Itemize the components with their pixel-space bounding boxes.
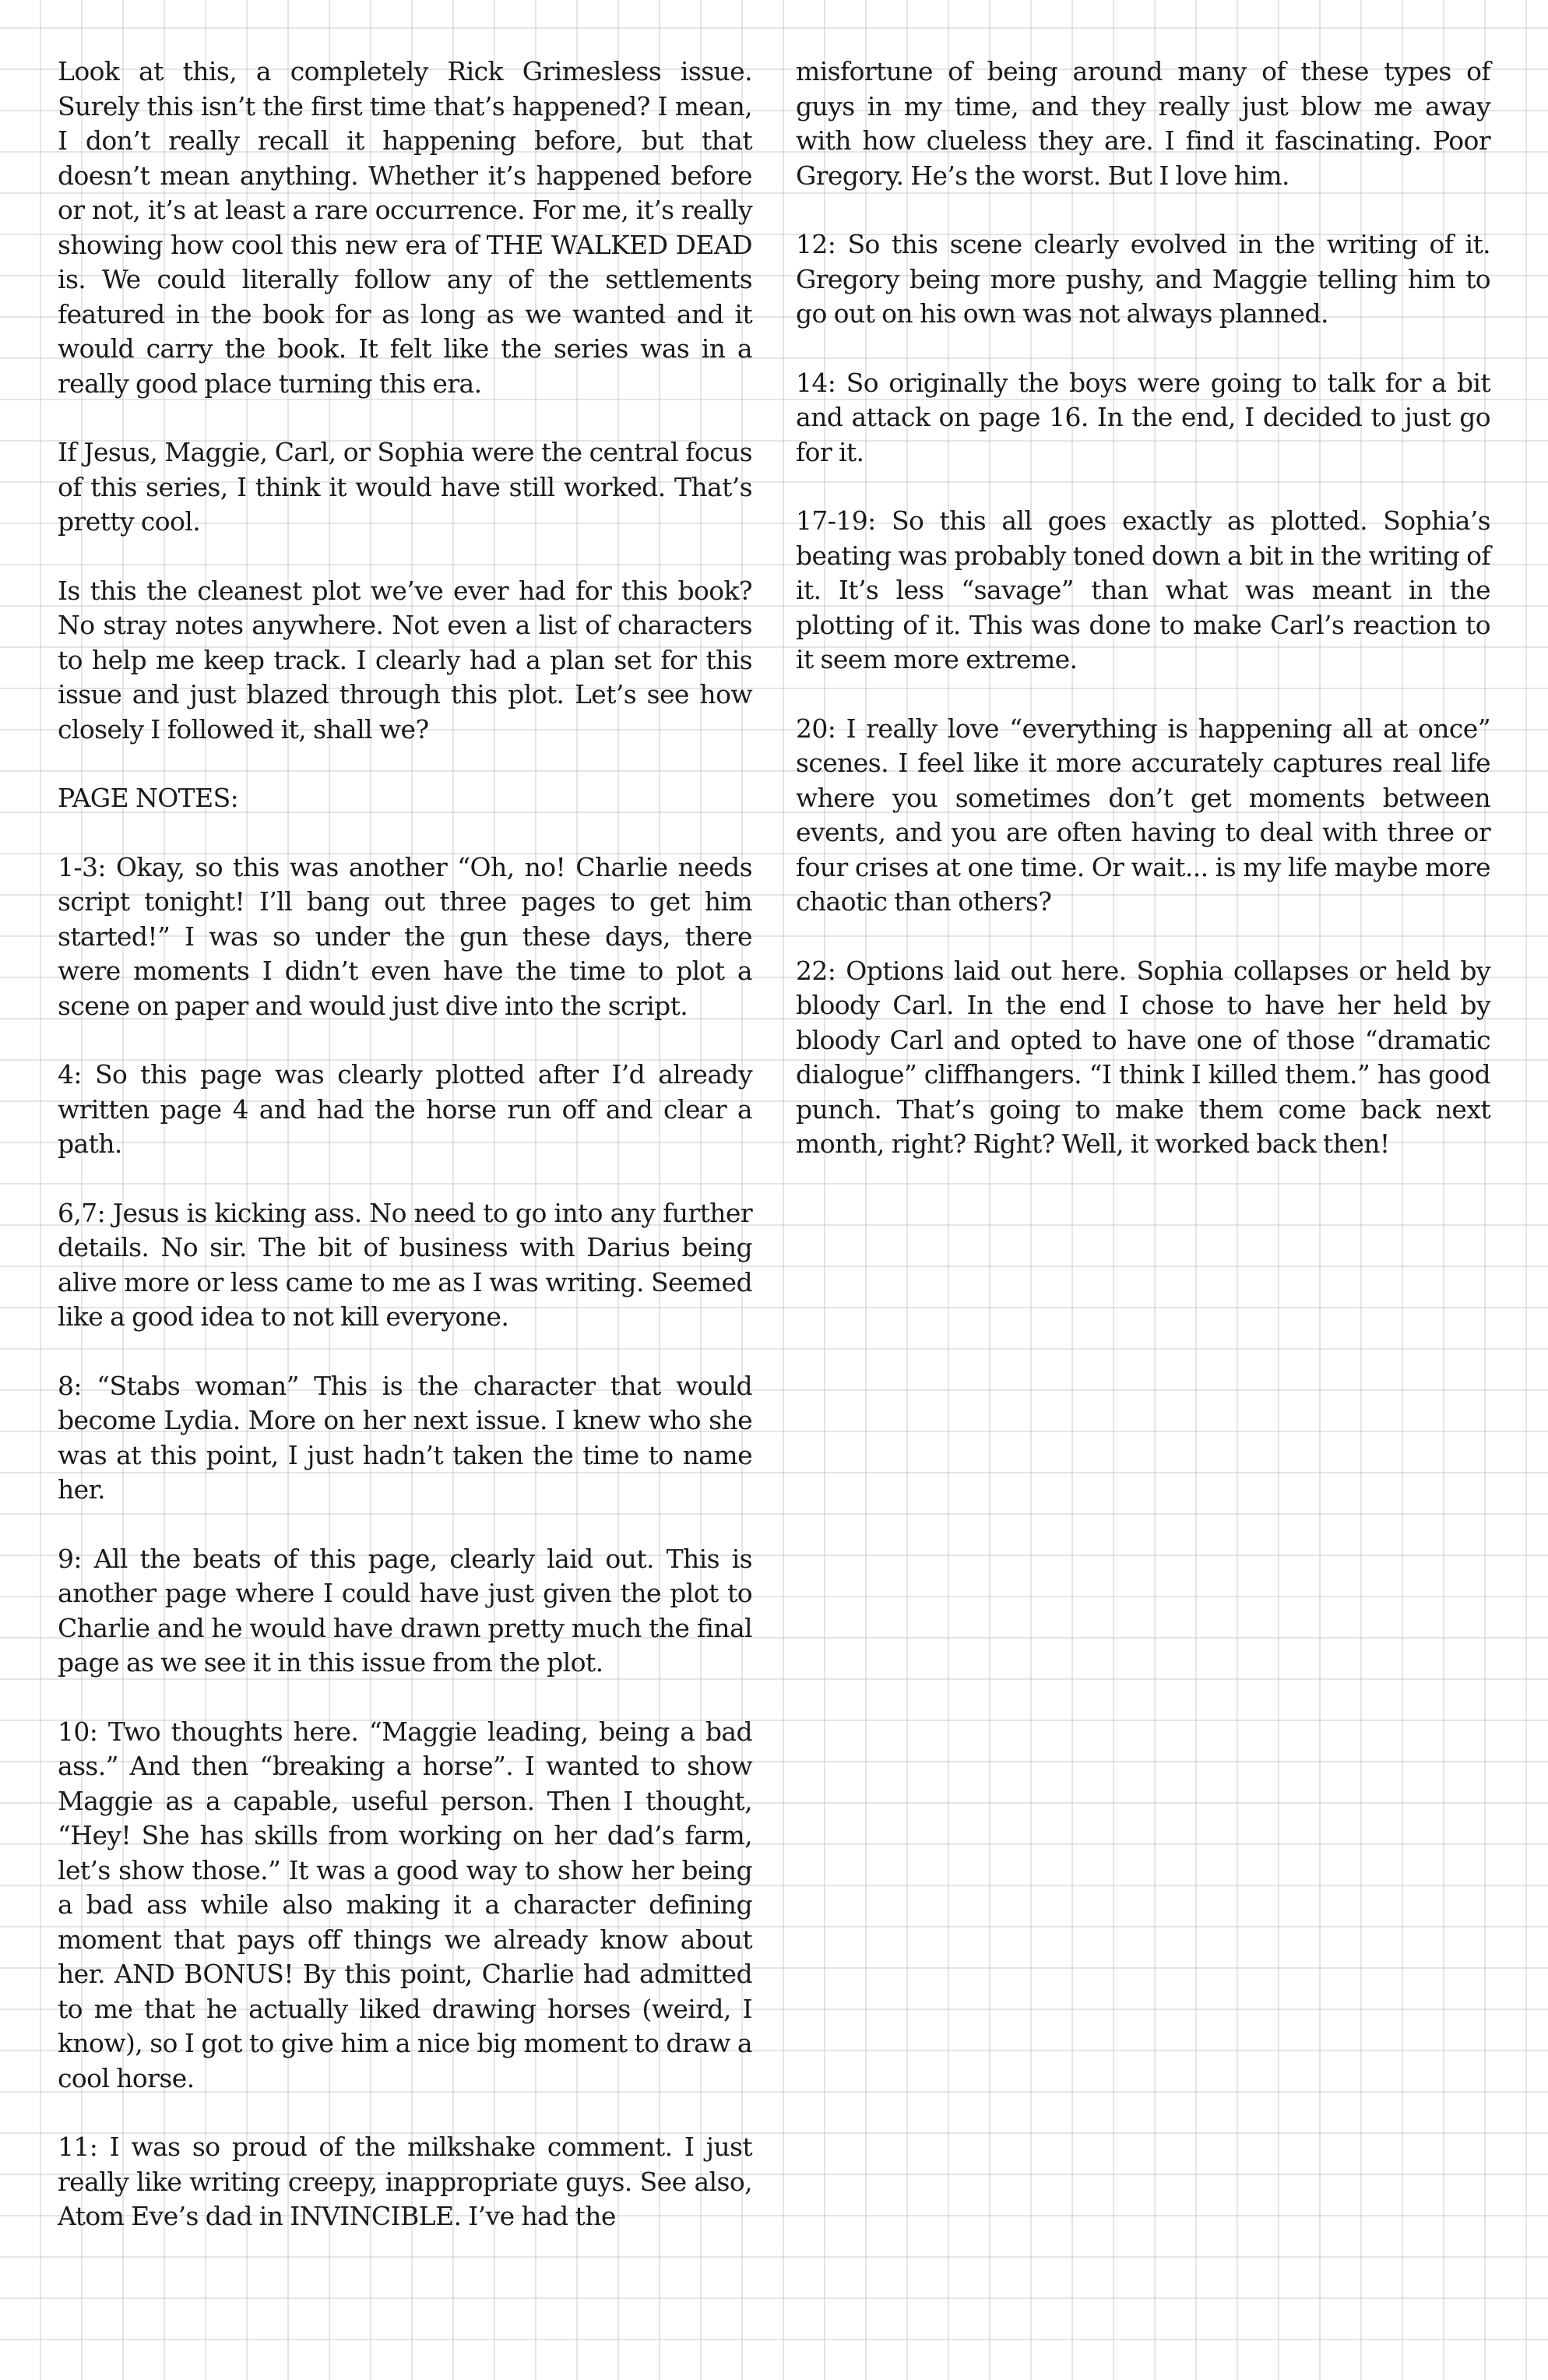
right-column	[796, 55, 1490, 1196]
page-note-22: 22: Options laid out here. Sophia collapses or held by bloody Carl. In the end I chose to have her held by bloody Carl and opted to have one of those “dramatic dialogue” cliffhangers. “I think I killed them.” has good punch. That’s going to make them come back next month, right? Right? Well, it worked back then!	[796, 955, 1490, 1159]
page-note-11: 11: I was so proud of the milkshake comment. I just really like writing creepy, inappropriate guys. See also, Atom Eve’s dad in INVINCIBLE. I’ve had the	[58, 2132, 752, 2231]
page-note-12: 12: So this scene clearly evolved in the writing of it. Gregory being more pushy, and Maggie telling him to go out on his own was not always planned.	[796, 229, 1490, 329]
intro-paragraph: Look at this, a completely Rick Grimesless issue. Surely this isn’t the first time that’s happened? I mean, I don’t really recall it happening before, but that doesn’t mean anything. Whether it’s happened before or not, it’s at least a rare occurrence. For me, it’s really showing how cool this new era of THE WALKED DEAD is. We could literally follow any of the settlements featured in the book for as long as we wanted and it would carry the book. It felt like the series was in a really good place turning this era.	[58, 56, 752, 399]
page-note-11-continued: misfortune of being around many of these types of guys in my time, and they really just blow me away with how clueless they are. I find it fascinating. Poor Gregory. He’s the worst. But I love him.	[796, 56, 1490, 191]
page-note-14: 14: So originally the boys were going to talk for a bit and attack on page 16. In the end, I decided to just go for it.	[796, 367, 1490, 467]
page-note-20: 20: I really love “everything is happening all at once” scenes. I feel like it more accurately captures real life where you sometimes don’t get moments between events, and you are often having to deal with three or four crises at one time. Or wait... is my life maybe more chaotic than others?	[796, 713, 1490, 917]
page-note-9: 9: All the beats of this page, clearly laid out. This is another page where I could have just given the plot to Charlie and he would have drawn pretty much the final page as we see it in this issue from the plot.	[58, 1543, 752, 1678]
page-notes-heading: PAGE NOTES:	[58, 783, 239, 813]
page-note-4: 4: So this page was clearly plotted after I’d already written page 4 and had the horse run off and clear a path.	[58, 1059, 752, 1159]
page-note-8: 8: “Stabs woman” This is the character that would become Lydia. More on her next issue. I knew who she was at this point, I just hadn’t taken the time to name her.	[58, 1370, 752, 1505]
page-note-17-19: 17-19: So this all goes exactly as plotted. Sophia’s beating was probably toned down a bit in the writing of it. It’s less “savage” than what was meant in the plotting of it. This was done to make Carl’s reaction to it seem more extreme.	[796, 505, 1490, 674]
page-note-10: 10: Two thoughts here. “Maggie leading, being a bad ass.” And then “breaking a horse”. I wanted to show Maggie as a capable, useful person. Then I thought, “Hey! She has skills from working on her dad’s farm, let’s show those.” It was a good way to show her being a bad ass while also making it a character defining moment that pays off things we already know about her. AND BONUS! By this point, Charlie had admitted to me that he actually liked drawing horses (weird, I know), so I got to give him a nice big moment to draw a cool horse.	[58, 1716, 752, 2093]
cleanest-plot-paragraph: Is this the cleanest plot we’ve ever had for this book? No stray notes anywhere. Not even a list of characters to help me keep track. I clearly had a plan set for this issue and just blazed through this plot. Let’s see how closely I followed it, shall we?	[58, 575, 752, 745]
left-column	[58, 55, 752, 2269]
page-note-6-7: 6,7: Jesus is kicking ass. No need to go into any further details. No sir. The bit of business with Darius being alive more or less came to me as I was writing. Seemed like a good idea to not kill everyone.	[58, 1197, 752, 1332]
page-note-1-3: 1-3: Okay, so this was another “Oh, no! Charlie needs script tonight! I’ll bang out three pages to get him started!” I was so under the gun these days, there were moments I didn’t even have the time to plot a scene on paper and would just dive into the script.	[58, 851, 752, 1021]
central-focus-paragraph: If Jesus, Maggie, Carl, or Sophia were the central focus of this series, I think it would have still worked. That’s pretty cool.	[58, 437, 752, 537]
